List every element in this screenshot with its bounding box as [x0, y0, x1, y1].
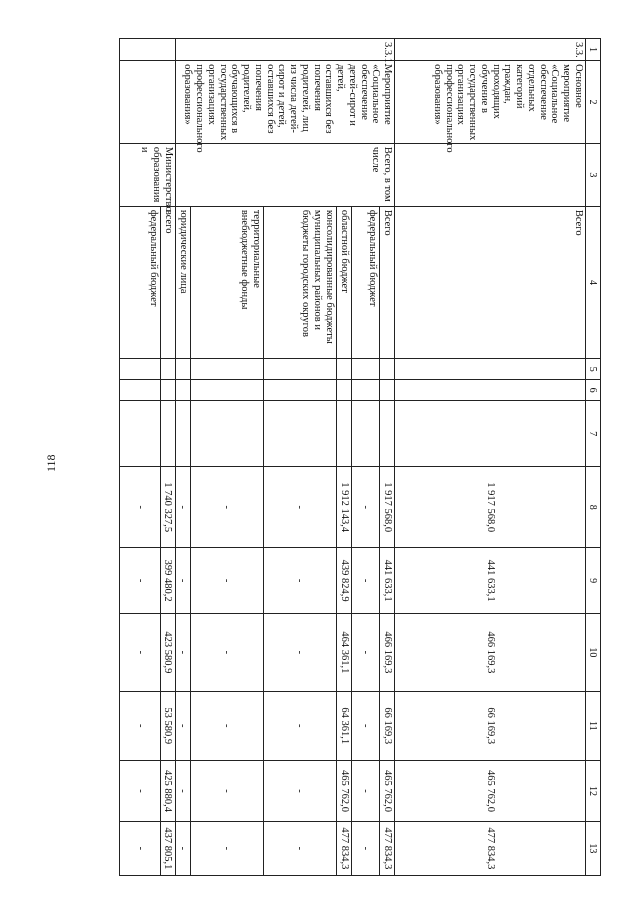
- value-cell: -: [175, 467, 190, 548]
- table-row: [395, 39, 586, 876]
- value-cell: -: [120, 614, 161, 691]
- header-cell: 11: [585, 691, 600, 761]
- table-row: [160, 39, 175, 876]
- value-cell: -: [120, 691, 161, 761]
- value-cell: 466 169,3: [395, 614, 586, 691]
- row-name: Мероприятие «Социальное обеспечение детей-сирот и детей, оставшихся без попечения родителей, лиц из числа детей-сирот и детей, оставшихся без попечения родителей, обучающихся в государственных организациях профессионального образования»: [175, 61, 395, 144]
- value-cell: 441 633,1: [395, 547, 586, 613]
- value-cell: -: [120, 761, 161, 822]
- value-cell: 437 805,1: [160, 821, 175, 875]
- value-cell: -: [190, 467, 263, 548]
- header-cell: 3: [585, 143, 600, 206]
- row-source: всего: [160, 206, 175, 358]
- header-row: [585, 39, 600, 876]
- value-cell: -: [351, 691, 379, 761]
- value-cell: -: [190, 821, 263, 875]
- header-cell: 1: [585, 39, 600, 61]
- page-number: 118: [44, 454, 58, 472]
- value-cell: -: [120, 467, 161, 548]
- value-cell: -: [351, 547, 379, 613]
- value-cell: -: [351, 467, 379, 548]
- row-name: Основное мероприятие «Социальное обеспечение отдельных категорий граждан, проходящих обучение в государственных организациях профессионального образования»: [395, 61, 586, 144]
- row-executor: [395, 143, 586, 206]
- rotated-table-container: [119, 38, 601, 876]
- value-cell: -: [263, 614, 336, 691]
- header-cell: 9: [585, 547, 600, 613]
- row-source: федеральный бюджет: [351, 206, 379, 358]
- value-cell: 464 361,1: [336, 614, 351, 691]
- value-cell: 1 912 143,4: [336, 467, 351, 548]
- value-cell: 439 824,9: [336, 547, 351, 613]
- row-source: Всего: [395, 206, 586, 358]
- header-cell: 12: [585, 761, 600, 822]
- value-cell: 466 169,3: [380, 614, 395, 691]
- row-source: областной бюджет: [336, 206, 351, 358]
- header-cell: 4: [585, 206, 600, 358]
- value-cell: 465 762,0: [380, 761, 395, 822]
- value-cell: -: [263, 547, 336, 613]
- value-cell: -: [175, 691, 190, 761]
- value-cell: 465 762,0: [336, 761, 351, 822]
- value-cell: 423 580,9: [160, 614, 175, 691]
- value-cell: 477 834,3: [380, 821, 395, 875]
- header-cell: 6: [585, 380, 600, 401]
- value-cell: -: [175, 614, 190, 691]
- value-cell: -: [263, 467, 336, 548]
- value-cell: 477 834,3: [336, 821, 351, 875]
- row-source: консолидированные бюджеты муниципальных районов и бюджеты городских округов: [263, 206, 336, 358]
- value-cell: -: [190, 547, 263, 613]
- header-cell: 7: [585, 401, 600, 467]
- header-cell: 8: [585, 467, 600, 548]
- value-cell: 425 880,4: [160, 761, 175, 822]
- value-cell: -: [351, 761, 379, 822]
- header-cell: 10: [585, 614, 600, 691]
- value-cell: -: [175, 821, 190, 875]
- value-cell: -: [263, 821, 336, 875]
- row-source: юридические лица: [175, 206, 190, 358]
- header-cell: 13: [585, 821, 600, 875]
- value-cell: 53 580,9: [160, 691, 175, 761]
- header-cell: 5: [585, 359, 600, 380]
- value-cell: -: [175, 547, 190, 613]
- value-cell: 477 834,3: [395, 821, 586, 875]
- row-code: 3.3.: [395, 39, 586, 61]
- row-executor: Всего, в том числе: [175, 143, 395, 206]
- row-source: федеральный бюджет: [120, 206, 161, 358]
- row-source: территориальные внебюджетные фонды: [190, 206, 263, 358]
- value-cell: -: [120, 547, 161, 613]
- value-cell: -: [351, 614, 379, 691]
- row-executor: Министерство образования и: [120, 143, 176, 206]
- value-cell: 465 762,0: [395, 761, 586, 822]
- value-cell: 399 480,2: [160, 547, 175, 613]
- value-cell: 441 633,1: [380, 547, 395, 613]
- row-code: 3.3.1.: [175, 39, 395, 61]
- value-cell: -: [351, 821, 379, 875]
- value-cell: -: [190, 614, 263, 691]
- value-cell: 66 169,3: [380, 691, 395, 761]
- value-cell: 1 740 327,5: [160, 467, 175, 548]
- value-cell: -: [120, 821, 161, 875]
- value-cell: -: [263, 761, 336, 822]
- value-cell: 1 917 568,0: [395, 467, 586, 548]
- budget-table: [119, 38, 601, 876]
- value-cell: -: [190, 761, 263, 822]
- value-cell: -: [190, 691, 263, 761]
- row-source: Всего: [380, 206, 395, 358]
- header-cell: 2: [585, 61, 600, 144]
- value-cell: -: [263, 691, 336, 761]
- value-cell: 1 917 568,0: [380, 467, 395, 548]
- value-cell: 66 169,3: [395, 691, 586, 761]
- value-cell: -: [175, 761, 190, 822]
- value-cell: 64 361,1: [336, 691, 351, 761]
- table-row: [380, 39, 395, 876]
